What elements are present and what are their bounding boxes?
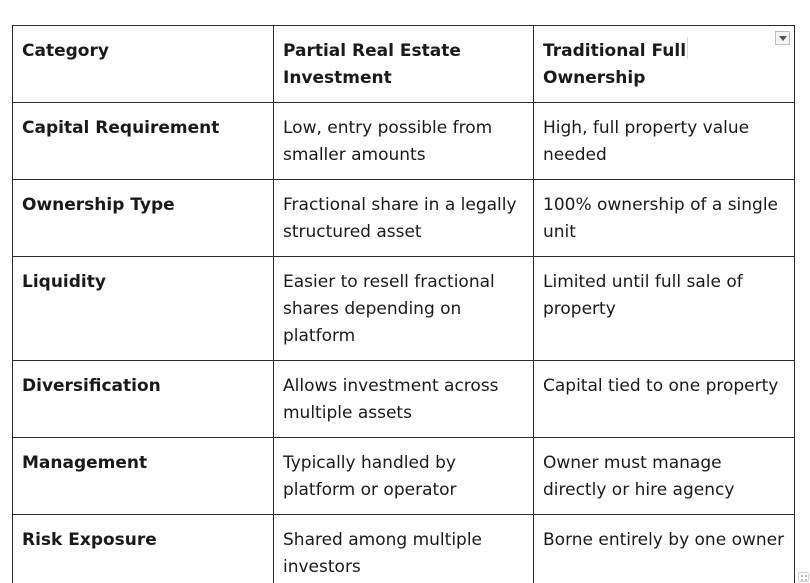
full-ownership-cell[interactable]: Limited until full sale of property	[534, 257, 795, 361]
partial-investment-cell[interactable]: Allows investment across multiple assets	[274, 361, 534, 438]
partial-investment-cell[interactable]: Easier to resell fractional shares depending on platform	[274, 257, 534, 361]
full-ownership-cell[interactable]: Borne entirely by one owner	[534, 515, 795, 583]
comparison-table	[12, 25, 795, 583]
row-category-cell[interactable]: Diversification	[13, 361, 274, 438]
partial-investment-cell[interactable]: Fractional share in a legally structured asset	[274, 180, 534, 257]
text-cursor	[687, 37, 688, 59]
row-category-cell[interactable]: Ownership Type	[13, 180, 274, 257]
row-category-cell[interactable]: Capital Requirement	[13, 103, 274, 180]
row-category-cell[interactable]: Liquidity	[13, 257, 274, 361]
partial-investment-cell[interactable]: Low, entry possible from smaller amounts	[274, 103, 534, 180]
header-full-ownership[interactable]: Traditional Full Ownership	[534, 26, 795, 103]
full-ownership-cell[interactable]: Capital tied to one property	[534, 361, 795, 438]
table-row	[13, 180, 795, 257]
full-ownership-cell[interactable]: Owner must manage directly or hire agency	[534, 438, 795, 515]
header-category[interactable]: Category	[13, 26, 274, 103]
row-category-cell[interactable]: Risk Exposure	[13, 515, 274, 583]
table-row	[13, 438, 795, 515]
table-header-row	[13, 26, 795, 103]
full-ownership-cell[interactable]: High, full property value needed	[534, 103, 795, 180]
table-row	[13, 361, 795, 438]
partial-investment-cell[interactable]: Typically handled by platform or operator	[274, 438, 534, 515]
row-category-cell[interactable]: Management	[13, 438, 274, 515]
table-row	[13, 103, 795, 180]
table-row	[13, 515, 795, 583]
chevron-down-icon[interactable]	[775, 31, 790, 45]
partial-investment-cell[interactable]: Shared among multiple investors	[274, 515, 534, 583]
resize-handle-icon[interactable]	[798, 572, 809, 582]
header-partial-investment[interactable]: Partial Real Estate Investment	[274, 26, 534, 103]
full-ownership-cell[interactable]: 100% ownership of a single unit	[534, 180, 795, 257]
table-row	[13, 257, 795, 361]
